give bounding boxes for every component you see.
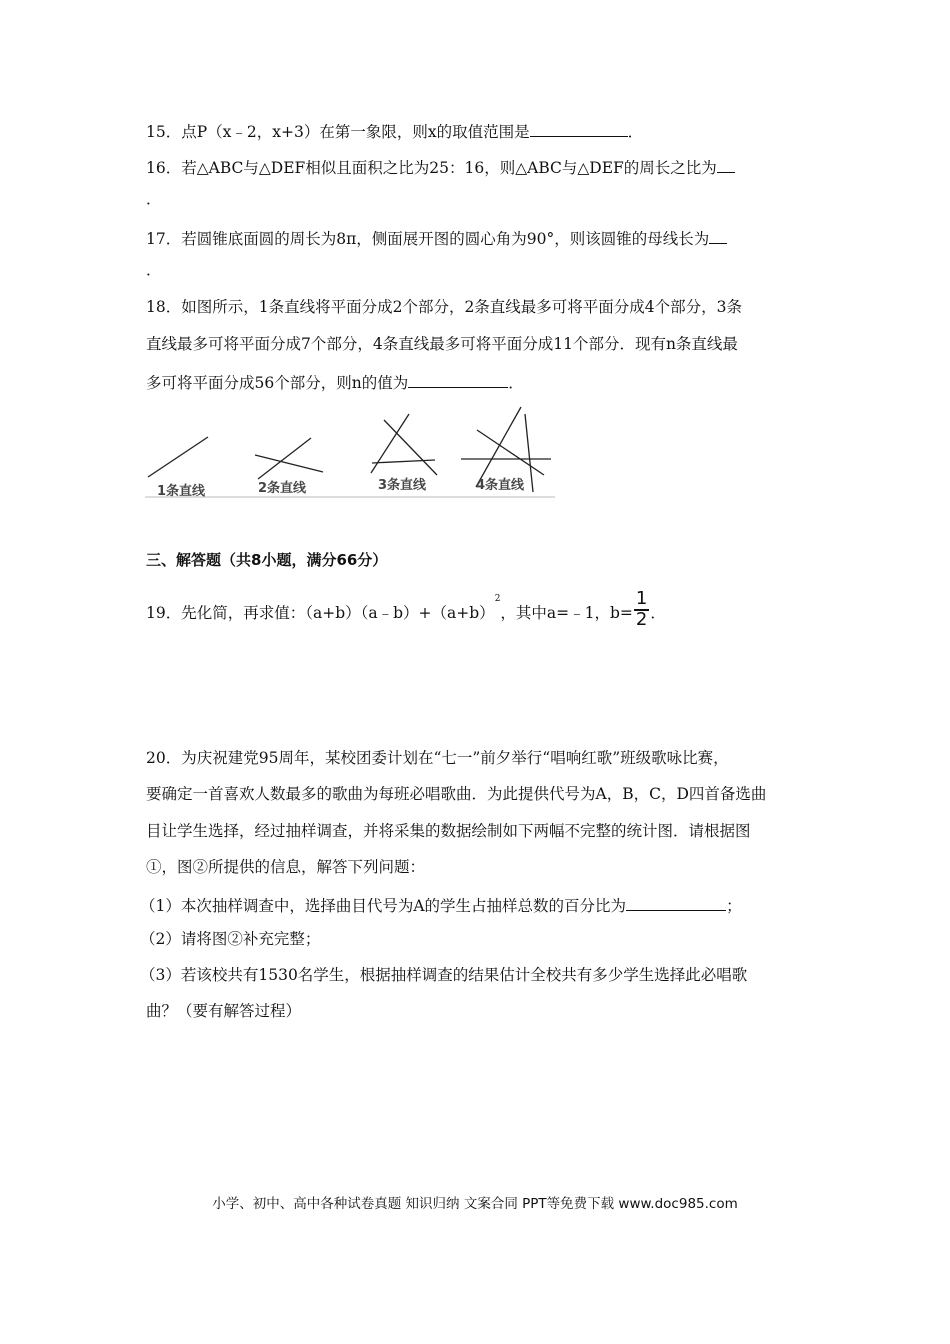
answer-blank <box>530 122 628 137</box>
question-15: 15．点P（x﹣2，x+3）在第一象限，则x的取值范围是 ． <box>146 123 644 141</box>
question-19: 19．先化简，再求值：$(a+b)(a﹣b)+(a+b)^2$，其中a=﹣1，b= $\frac{1}{2}$ ． <box>146 588 666 630</box>
figure-label-1: 1条直线 <box>157 484 206 498</box>
question-17: 17．若圆锥底面圆的周长为8π，侧面展开图的圆心角为90°，则该圆锥的母线长为 <box>146 229 727 248</box>
page-footer: 小学、初中、高中各种试卷真题 知识归纳 文案合同 PPT等免费下载 www.doc985.com <box>212 1196 738 1212</box>
question-18-line-2: 直线最多可将平面分成7个部分，4条直线最多可将平面分成11个部分．现有n条直线最 <box>146 335 738 353</box>
question-20-sub-3-line-2: 曲？（要有解答过程） <box>146 1002 302 1020</box>
question-20-sub-2: （2）请将图②补充完整； <box>140 930 321 948</box>
figure-label-3: 3条直线 <box>378 478 427 493</box>
answer-blank <box>626 896 726 911</box>
fraction-one-half: $\frac{1}{2}$ <box>635 588 648 630</box>
figure-4-line-d <box>525 414 533 492</box>
question-18-line-3: 多可将平面分成56个部分，则n的值为 ． <box>146 374 524 392</box>
lines-dividing-plane-figure <box>145 403 555 498</box>
answer-blank <box>709 229 727 244</box>
figure-1-line <box>148 437 208 477</box>
figure-label-4: 4条直线 <box>476 478 525 493</box>
question-20-sub-1: （1）本次抽样调查中，选择曲目代号为A的学生占抽样总数的百分比为 ； <box>140 897 742 915</box>
question-20-line-4: ①，图②所提供的信息，解答下列问题： <box>146 858 426 876</box>
question-17-end: ． <box>146 261 162 279</box>
question-20-sub-3-line-1: （3）若该校共有1530名学生，根据抽样调查的结果估计全校共有多少学生选择此必唱歌 <box>140 966 748 984</box>
section-3-title: 三、解答题（共8小题，满分66分） <box>146 551 388 569</box>
question-16-end: ． <box>146 190 162 208</box>
question-20-line-3: 目让学生选择，经过抽样调查，并将采集的数据绘制如下两幅不完整的统计图．请根据图 <box>146 822 751 840</box>
figure-label-2: 2条直线 <box>258 481 307 496</box>
question-16: 16．若△ABC与△DEF相似且面积之比为25：16，则△ABC与△DEF的周长之比为 <box>146 158 735 177</box>
figure-3-line-b <box>384 420 437 475</box>
answer-blank <box>408 373 508 388</box>
figure-2-line-b <box>258 438 311 479</box>
figure-2-line-a <box>255 455 323 472</box>
answer-blank <box>717 158 735 173</box>
question-20-line-1: 20．为庆祝建党95周年，某校团委计划在“七一”前夕举行“唱响红歌”班级歌咏比赛， <box>146 749 729 767</box>
question-20-line-2: 要确定一首喜欢人数最多的歌曲为每班必唱歌曲．为此提供代号为A，B，C，D四首备选曲 <box>146 785 767 803</box>
figure-4-line-c <box>476 407 521 487</box>
figure-3-line-c <box>371 414 409 473</box>
question-18-line-1: 18．如图所示，1条直线将平面分成2个部分，2条直线最多可将平面分成4个部分，3条 <box>146 298 743 316</box>
